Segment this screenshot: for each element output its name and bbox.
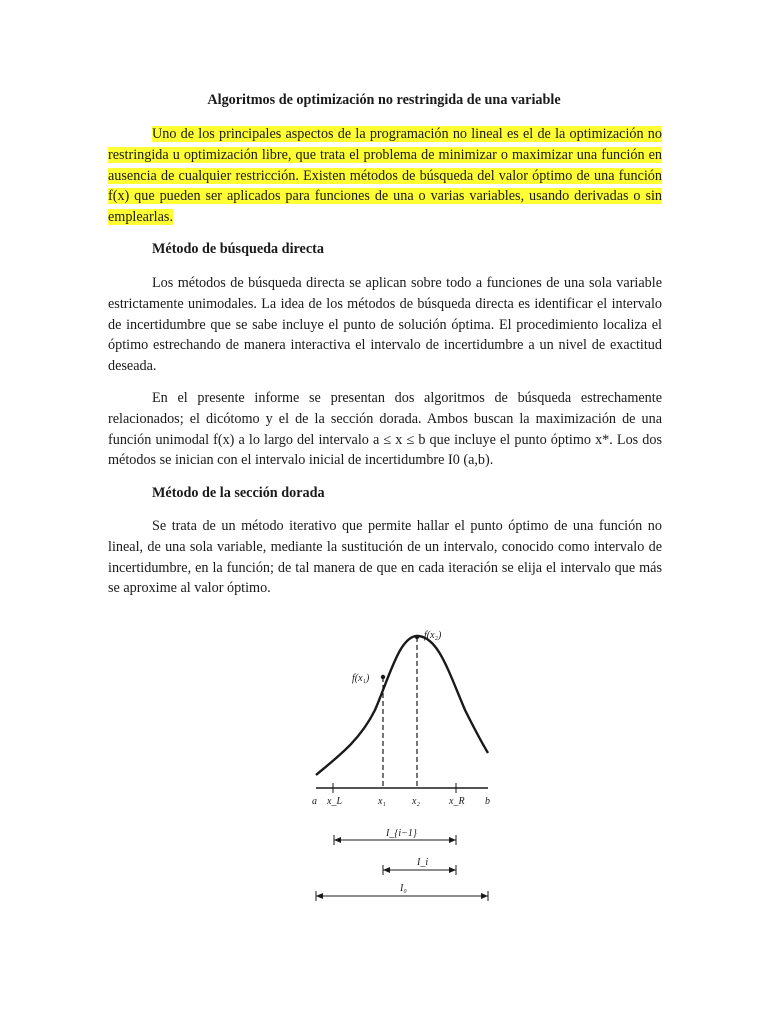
interval-label-initial: I₀ [400, 883, 407, 894]
section-heading-seccion-dorada: Método de la sección dorada [152, 485, 325, 501]
axis-label-xl: x_L [327, 796, 342, 807]
highlighted-intro-text: Uno de los principales aspectos de la programación no lineal es el de la optimización no restringida u optimización libre, que trata el problema de minimizar o maximizar una función en ausencia de cualquier restricción. Existen métodos de búsqueda del valor óptimo de una función f(x) que pueden ser aplicados para funciones de una o varias variables, usando derivadas o sin emplearlas. [108, 126, 662, 226]
unimodal-curve [316, 636, 488, 775]
arrowhead-prev-right [449, 837, 456, 843]
seccion-dorada-paragraph: Se trata de un método iterativo que permite hallar el punto óptimo de una función no lineal, de una sola variable, mediante la sustitución de un intervalo, conocido como intervalo de incertidumbre, en la función; de tal manera de que en cada iteración se elija el intervalo que más se aproxime al valor óptimo. [108, 518, 662, 597]
arrowhead-initial-right [481, 893, 488, 899]
label-fx1: f(x₁) [352, 673, 370, 684]
interval-label-current: I_i [417, 857, 429, 868]
section-heading-busqueda-directa: Método de búsqueda directa [152, 241, 324, 257]
axis-label-x1: x₁ [378, 796, 386, 807]
golden-section-diagram [300, 615, 500, 910]
axis-label-b: b [485, 796, 490, 807]
axis-label-x2: x₂ [412, 796, 420, 807]
busqueda-directa-paragraph-2: En el presente informe se presentan dos algoritmos de búsqueda estrechamente relacionados; el dicótomo y el de la sección dorada. Ambos buscan la maximización de una función unimodal f(x) a lo largo del intervalo a ≤ x ≤ b que incluye el punto óptimo x*. Los dos métodos se inician con el intervalo inicial de incertidumbre I0 (a,b). [108, 390, 662, 469]
arrowhead-current-right [449, 867, 456, 873]
intro-paragraph [108, 124, 662, 228]
arrowhead-initial-left [316, 893, 323, 899]
arrowhead-prev-left [334, 837, 341, 843]
busqueda-directa-paragraph-1: Los métodos de búsqueda directa se aplican sobre todo a funciones de una sola variable estrictamente unimodales. La idea de los métodos de búsqueda directa es identificar el intervalo de incertidumbre que se sabe incluye el punto de solución óptima. El procedimiento localiza el óptimo estrechando de manera interactiva el intervalo de incertidumbre a un nivel de exactitud deseada. [108, 275, 662, 375]
page-title: Algoritmos de optimización no restringida de una variable [207, 92, 561, 108]
axis-label-a: a [312, 796, 317, 807]
interval-label-prev: I_{i−1} [386, 828, 417, 839]
arrowhead-current-left [383, 867, 390, 873]
label-fx2: f(x₂) [424, 630, 442, 641]
axis-label-xr: x_R [449, 796, 465, 807]
